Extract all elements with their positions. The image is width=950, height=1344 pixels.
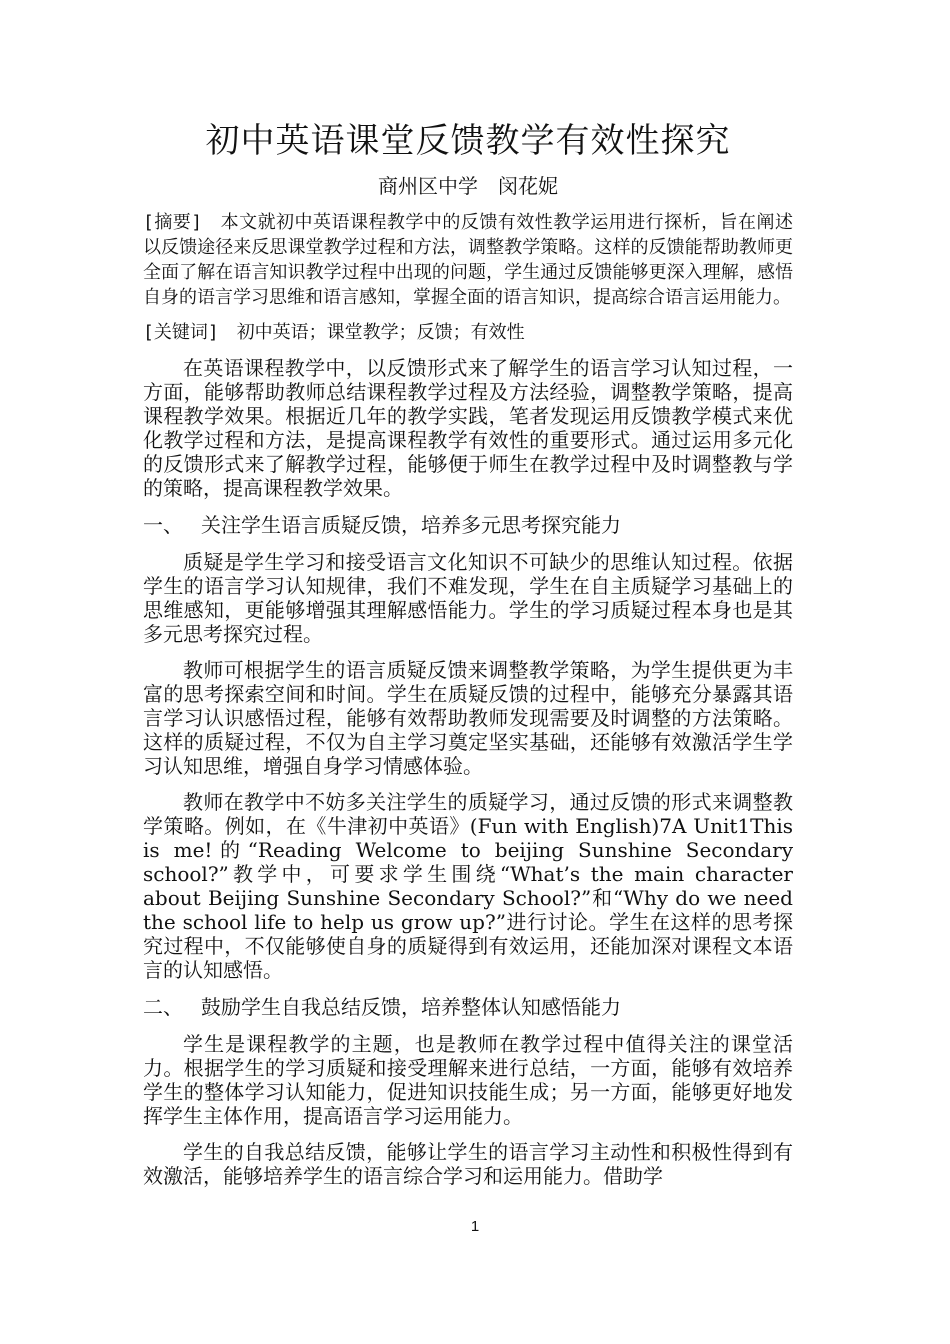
paragraph: 学生的自我总结反馈，能够让学生的语言学习主动性和积极性得到有效激活，能够培养学生的语言综合学习和运用能力。借助学 xyxy=(143,1140,793,1188)
abstract-label: [摘要] xyxy=(143,212,203,233)
abstract xyxy=(143,210,793,310)
section-number: 二、 xyxy=(143,995,183,1019)
author-line: 商州区中学 闵花妮 xyxy=(378,174,558,198)
keywords xyxy=(143,320,793,346)
keywords-label: [关键词] xyxy=(143,322,219,343)
page-content xyxy=(143,118,793,1200)
intro-paragraph: 在英语课程教学中，以反馈形式来了解学生的语言学习认知过程，一方面，能够帮助教师总结课程教学过程及方法经验，调整教学策略，提高课程教学效果。根据近几年的教学实践，笔者发现运用反馈教学模式来优化教学过程和方法，是提高课程教学有效性的重要形式。通过运用多元化的反馈形式来了解教学过程，能够便于师生在教学过程中及时调整教与学的策略，提高课程教学效果。 xyxy=(143,356,793,500)
page-number: 1 xyxy=(470,1218,480,1235)
paragraph: 教师可根据学生的语言质疑反馈来调整教学策略，为学生提供更为丰富的思考探索空间和时间。学生在质疑反馈的过程中，能够充分暴露其语言学习认识感悟过程，能够有效帮助教师发现需要及时调整的方法策略。这样的质疑过程，不仅为自主学习奠定坚实基础，还能够有效激活学生学习认知思维，增强自身学习情感体验。 xyxy=(143,658,793,778)
section-number: 一、 xyxy=(143,513,183,537)
section-heading-text: 鼓励学生自我总结反馈，培养整体认知感悟能力 xyxy=(201,995,621,1019)
abstract-text: 本文就初中英语课程教学中的反馈有效性教学运用进行探析，旨在阐述以反馈途径来反思课堂教学过程和方法，调整教学策略。这样的反馈能帮助教师更全面了解在语言知识教学过程中出现的问题，学生通过反馈能够更深入理解，感悟自身的语言学习思维和语言感知，掌握全面的语言知识，提高综合语言运用能力。 xyxy=(143,212,793,308)
section-heading-1 xyxy=(143,512,793,538)
paragraph: 教师在教学中不妨多关注学生的质疑学习，通过反馈的形式来调整教学策略。例如，在《牛津初中英语》(Fun with English)7A Unit1This is me!的“Reading Welcome to beijing Sunshine Secondary school?”教学中，可要求学生围绕“What’s the main character about Beijing Sunshine Secondary School?”和“Why do we need the school life to help us grow up?”进行讨论。学生在这样的思考探究过程中，不仅能够使自身的质疑得到有效运用，还能加深对课程文本语言的认知感悟。 xyxy=(143,790,793,982)
section-heading-2 xyxy=(143,994,793,1020)
paragraph: 质疑是学生学习和接受语言文化知识不可缺少的思维认知过程。依据学生的语言学习认知规律，我们不难发现，学生在自主质疑学习基础上的思维感知，更能够增强其理解感悟能力。学生的学习质疑过程本身也是其多元思考探究过程。 xyxy=(143,550,793,646)
paragraph: 学生是课程教学的主题，也是教师在教学过程中值得关注的课堂活力。根据学生的学习质疑和接受理解来进行总结，一方面，能够有效培养学生的整体学习认知能力，促进知识技能生成；另一方面，能够更好地发挥学生主体作用，提高语言学习运用能力。 xyxy=(143,1032,793,1128)
document-title: 初中英语课堂反馈教学有效性探究 xyxy=(205,121,731,161)
section-heading-text: 关注学生语言质疑反馈，培养多元思考探究能力 xyxy=(201,513,621,537)
keywords-text: 初中英语；课堂教学；反馈；有效性 xyxy=(236,322,525,343)
